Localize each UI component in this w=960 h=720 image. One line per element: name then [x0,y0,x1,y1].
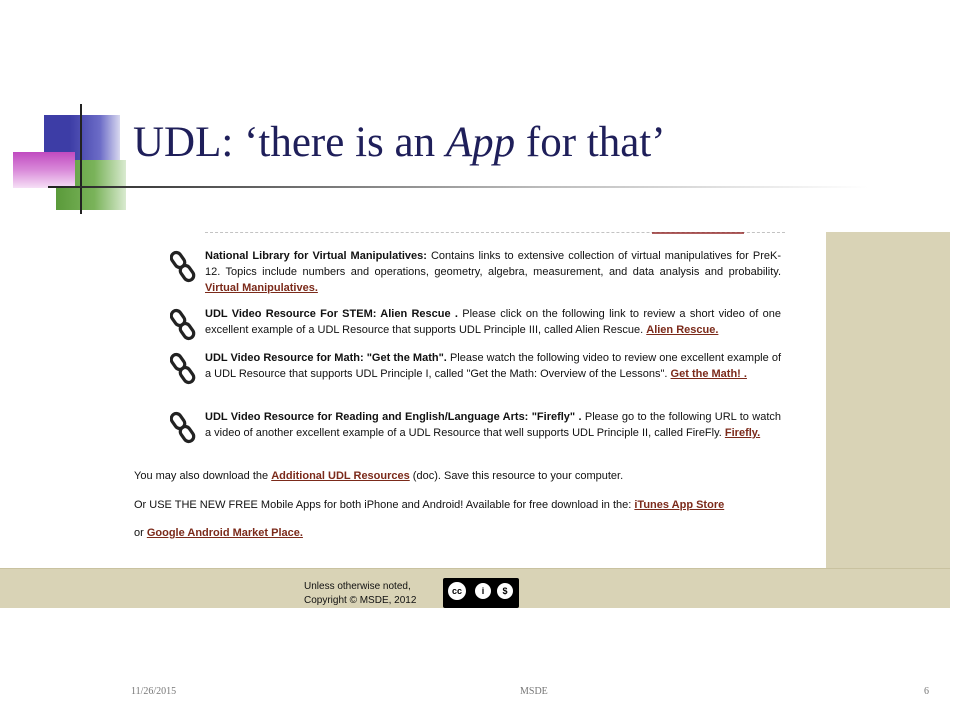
resource-title: UDL Video Resource for Math: "Get the Math". [205,352,447,364]
slide-footer-org: MSDE [520,686,548,697]
non-commercial-icon-label: $ [502,586,508,596]
slide-number: 6 [924,686,929,697]
chain-link-icon [170,250,196,284]
copyright-line-1: Unless otherwise noted, [304,581,411,592]
chain-link-icon [170,308,196,342]
virtual-manipulatives-link[interactable]: Virtual Manipulatives. [205,282,318,294]
slide-date: 11/26/2015 [131,686,177,697]
resource-description: Please go to the following URL to watch a video of another excellent example of a UDL Resource that well supports UDL Principle II, called FireFly. [205,411,781,439]
resource-description: Contains links to extensive collection of virtual manipulatives for PreK-12. Topics include numbers and operations, geometry, algebra, measurement, and data analysis and probability. [205,250,781,278]
google-android-market-link[interactable]: Google Android Market Place. [146,527,303,539]
chain-link-icon [170,411,196,445]
resource-title: UDL Video Resource For STEM: Alien Rescue . [205,308,458,320]
itunes-app-store-link[interactable]: iTunes App Store [634,499,725,511]
get-the-math-link[interactable]: Get the Math! . [670,368,747,380]
non-commercial-icon [495,581,515,601]
alien-rescue-link[interactable]: Alien Rescue. [646,324,719,336]
firefly-link[interactable]: Firefly. [724,427,761,439]
resource-description: Please watch the following video to review one excellent example of a UDL Resource that supports UDL Principle I, called "Get the Math: Overview of the Lessons". [205,352,782,380]
slide-title-suffix: for that’ [515,119,666,166]
resource-title: National Library for Virtual Manipulatives: [205,250,427,262]
download-line-prefix: You may also download the [134,470,272,482]
copyright-notice [304,580,416,608]
resource-text [205,306,781,338]
page-side-panel [826,232,950,568]
slide-title-emphasis: App [445,119,516,166]
cc-icon [446,580,468,602]
resource-description: Please click on the following link to review a short video of one excellent example of a UDL Resource that supports UDL Principle III, called Alien Rescue. [205,308,781,336]
android-line-prefix: or [134,527,147,539]
cropped-link-edge [652,232,744,234]
android-line [134,527,303,539]
attribution-icon [473,581,493,601]
copyright-line-2: Copyright © MSDE, 2012 [304,595,417,606]
attribution-icon-label: i [481,586,485,596]
resource-title: UDL Video Resource for Reading and English/Language Arts: "Firefly" . [205,411,582,423]
title-decoration-vertical-line [80,104,82,214]
creative-commons-badge[interactable] [443,578,519,608]
slide-title [133,118,666,167]
slide-title-prefix: UDL: ‘there is an [133,119,446,166]
download-line [134,470,623,482]
resource-text [205,350,781,382]
download-line-suffix: (doc). Save this resource to your computer. [409,470,624,482]
mobile-apps-line [134,499,724,511]
title-underline [48,186,868,188]
mobile-apps-line-prefix: Or USE THE NEW FREE Mobile Apps for both iPhone and Android! Available for free download in the: [134,499,635,511]
resource-text [205,409,781,441]
additional-udl-resources-link[interactable]: Additional UDL Resources [271,470,410,482]
chain-link-icon [170,352,196,386]
resource-text [205,248,781,296]
title-decoration-blue-gradient [70,115,120,160]
title-decoration-pink-square [13,152,75,188]
embedded-web-screenshot [0,232,950,608]
cc-icon-label: cc [451,586,462,596]
